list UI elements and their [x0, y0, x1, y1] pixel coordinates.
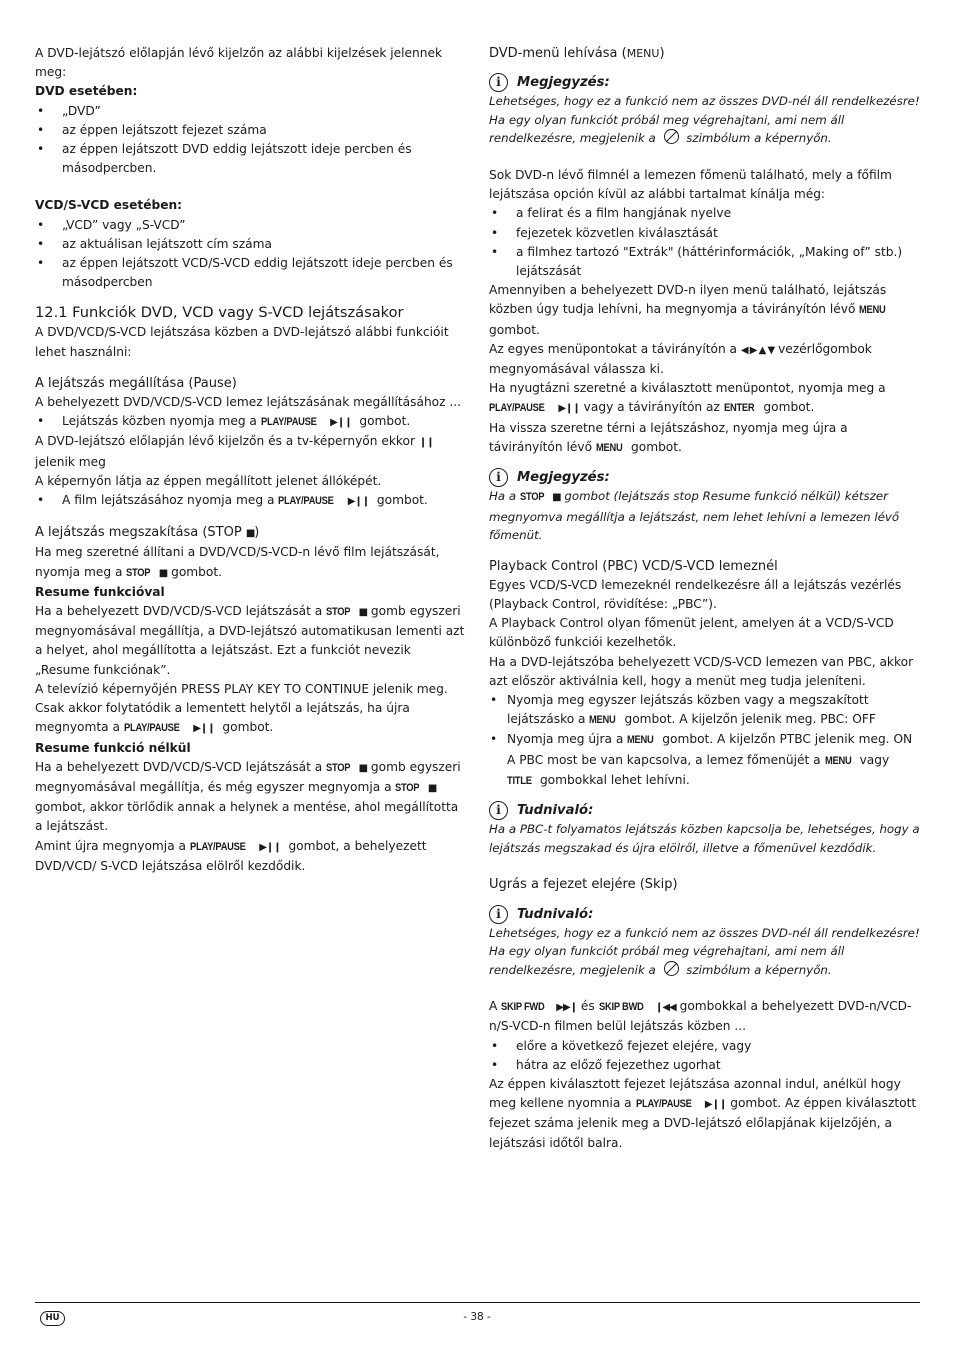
- skip-text-1: [489, 997, 921, 1036]
- pbc-text-1: Egyes VCD/S-VCD lemezeknél rendelkezésre áll a lejátszás vezérlés (Playback Control, rövidítése: „PBC”).: [489, 577, 902, 612]
- text: Nyomja meg egyszer lejátszás közben vagy a megszakított lejátszásko a: [507, 693, 869, 727]
- stop-icon: ■: [358, 607, 368, 619]
- text: PBC: OFF: [820, 712, 876, 727]
- text: Ha meg szeretné állítani a DVD/VCD/S-VCD-n lévő film lejátszását, nyomja meg a: [35, 545, 440, 579]
- pbc-text-2: A Playback Control olyan főmenüt jelent, amelyen át a VCD/S-VCD különböző funkciói kezelhetők.: [489, 616, 894, 650]
- text: Az éppen kiválasztott fejezet lejátszása azonnal indul, anélkül hogy meg kellene nyomnia a: [489, 1077, 901, 1111]
- list-item: • az éppen lejátszott DVD eddig lejátszott ideje percben és másodpercben.: [35, 140, 467, 178]
- skip-bwd-key: SKIP BWD: [598, 1001, 644, 1014]
- skip-back-icon: ❙◀◀: [654, 1002, 676, 1014]
- text: gombot, a behelyezett DVD/VCD/ S-VCD lejátszása elölről kezdődik.: [35, 838, 427, 873]
- stop-icon: ■: [158, 567, 168, 579]
- text: szimbólum a képernyőn.: [686, 962, 832, 977]
- list-item: • a felirat és a film hangjának nyelve: [489, 204, 921, 223]
- text: Nyomja meg újra a: [507, 732, 624, 747]
- stop-key: STOP: [326, 606, 351, 619]
- text: Ha a behelyezett DVD/VCD/S-VCD lejátszását a: [35, 759, 323, 774]
- text: gombot.: [763, 400, 815, 415]
- note-text: Ha a PBC-t folyamatos lejátszás közben kapcsolja be, lehetséges, hogy a lejátszás megszakad és újra elölről, illetve a főmenüvel kezdődik.: [489, 822, 920, 855]
- text: jelenik meg.: [814, 732, 890, 747]
- text: gomb egyszeri megnyomásával megállítja, a DVD-lejátszó automatikusan lementi azt a helyet, ahol megállította a lejátszást. Ezt a funkciót nevezik „Resume funkciónak”.: [35, 604, 465, 677]
- resume-heading: Resume funkcióval: [35, 584, 165, 599]
- play-pause-icon: ▶❙❙: [259, 841, 281, 853]
- text: gombot. A kijelzőn: [662, 732, 776, 747]
- list-item: • az éppen lejátszott VCD/S-VCD eddig lejátszott ideje percben és másodpercben: [35, 254, 467, 292]
- text: gomb egyszeri megnyomásával megállítja, és még egyszer megnyomja a: [35, 759, 461, 794]
- stop-icon: ■: [358, 762, 368, 774]
- text: jelenik meg: [35, 454, 106, 469]
- note-text: [489, 111, 921, 148]
- text: A: [489, 999, 498, 1014]
- text: gombot.: [171, 564, 223, 579]
- text: szimbólum a képernyőn.: [686, 131, 832, 146]
- text: Tudnivaló:: [517, 906, 594, 922]
- text: A DVD-lejátszó előlapján lévő kijelzőn és a tv-képernyőn ekkor: [35, 434, 415, 449]
- text: gombot.: [489, 322, 540, 337]
- note-heading: [489, 468, 921, 487]
- text: gombokkal a behelyezett DVD-n/VCD-n/S-VCD-n filmen belül lejátszás közben ...: [489, 999, 912, 1034]
- text: Ha a behelyezett DVD/VCD/S-VCD lejátszását a: [35, 604, 323, 619]
- language-badge: HU: [40, 1311, 65, 1326]
- text: Tudnivaló:: [517, 803, 594, 819]
- pause-list: [35, 412, 467, 432]
- text: A televízió képernyőjén: [35, 681, 178, 696]
- stop-icon: ■: [552, 492, 561, 504]
- play-pause-key: PLAY/PAUSE: [260, 416, 317, 429]
- menu-key: MENU: [627, 734, 654, 747]
- note-text: Lehetséges, hogy ez a funkció nem az összes DVD-nél áll rendelkezésre!: [489, 925, 920, 940]
- text: MENU: [626, 47, 660, 60]
- text: Megjegyzés:: [517, 469, 610, 485]
- menu-text-1: Sok DVD-n lévő filmnél a lemezen főmenü található, mely a főfilm lejátszása opción kívül az alábbi tartalmat kínálja még:: [489, 167, 892, 202]
- no-entry-icon: [664, 961, 679, 976]
- pause-text-2: A képernyőn látja az éppen megállított jelenet állóképét.: [35, 473, 382, 488]
- intro-text: A DVD-lejátszó előlapján lévő kijelzőn az alábbi kijelzések jelennek meg:: [35, 46, 443, 80]
- text: A film lejátszásához nyomja meg a: [62, 493, 275, 508]
- text: Lejátszás közben nyomja meg a: [62, 414, 257, 429]
- menu-text-5: [489, 419, 921, 458]
- text: ): [659, 46, 665, 61]
- list-item: [489, 691, 921, 730]
- list-item: [35, 491, 467, 511]
- play-pause-key: PLAY/PAUSE: [489, 402, 545, 415]
- text: A PBC most be van kapcsolva, a lemez főmenüjét a: [507, 752, 821, 767]
- pbc-title: Playback Control (PBC) VCD/S-VCD lemeznél: [489, 558, 778, 574]
- enter-key: ENTER: [723, 402, 755, 415]
- menu-key: MENU: [824, 754, 852, 767]
- text: Amennyiben a behelyezett DVD-n ilyen menü található, lejátszás közben úgy tudja lehívni, ha megnyomja a távirányítón lévő: [489, 283, 887, 317]
- text: ON: [893, 732, 913, 747]
- text: PTBC: [779, 732, 811, 747]
- play-pause-icon: ▶❙❙: [330, 417, 352, 429]
- list-item: • előre a következő fejezet elejére, vagy: [489, 1037, 921, 1056]
- text: jelenik meg.: [372, 681, 448, 696]
- text: gombot.: [376, 493, 428, 508]
- text: gombot.: [359, 414, 411, 429]
- pause-icon: ❙❙: [418, 437, 434, 449]
- text: gombot.: [222, 720, 274, 735]
- stop-key: STOP: [326, 761, 351, 774]
- info-icon: i: [489, 801, 508, 820]
- stop-key: STOP: [395, 781, 420, 794]
- text: gombot.: [631, 439, 682, 454]
- text: Ha a: [489, 489, 517, 504]
- text: gombot, akkor törlődik annak a helynek a mentése, ahol megállította a lejátszást.: [35, 800, 459, 834]
- dvd-heading: DVD esetében:: [35, 84, 138, 99]
- pbc-list: [489, 691, 921, 751]
- menu-key: MENU: [859, 304, 886, 317]
- noresume-text-1: [35, 758, 467, 837]
- play-pause-icon: ▶❙❙: [193, 723, 215, 735]
- text: DVD-menü lehívása (: [489, 46, 627, 61]
- text: Megjegyzés:: [517, 75, 610, 91]
- section-title: 12.1 Funkciók DVD, VCD vagy S-VCD lejátszásakor: [35, 304, 404, 322]
- text: Amint újra megnyomja a: [35, 838, 187, 853]
- title-key: TITLE: [507, 774, 532, 787]
- list-item: • „DVD”: [35, 102, 467, 121]
- stop-icon: ■: [245, 528, 255, 540]
- footer-divider: [35, 1302, 920, 1303]
- skip-forward-icon: ▶▶❙: [556, 1002, 578, 1014]
- list-item: • fejezetek közvetlen kiválasztását: [489, 224, 921, 243]
- stop-icon: ■: [427, 782, 437, 794]
- text: Az egyes menüpontokat a távirányítón a: [489, 341, 738, 356]
- section-intro: A DVD/VCD/S-VCD lejátszása közben a DVD-lejátszó alábbi funkcióit lehet használni:: [35, 325, 449, 359]
- page-number: - 38 -: [463, 1311, 491, 1323]
- info-icon: i: [489, 905, 508, 924]
- noresume-heading: Resume funkció nélkül: [35, 740, 191, 755]
- text: A lejátszás megszakítása (STOP: [35, 525, 242, 541]
- no-entry-icon: [664, 129, 679, 144]
- pause-title: A lejátszás megállítása (Pause): [35, 375, 237, 391]
- note-text: [489, 942, 921, 979]
- list-item: • az éppen lejátszott fejezet száma: [35, 121, 467, 140]
- pbc-text-3: Ha a DVD-lejátszóba behelyezett VCD/S-VCD lemezen van PBC, akkor azt először aktiválnia kell, hogy a menüt meg tudja jeleníteni.: [489, 654, 914, 688]
- list-item: • a filmhez tartozó "Extrák" (háttérinformációk, „Making of” stb.) lejátszását: [489, 243, 921, 281]
- menu-text-3: [489, 340, 921, 379]
- text: Ha vissza szeretne térni a lejátszáshoz, nyomja meg újra a távirányítón lévő: [489, 420, 848, 454]
- play-pause-icon: ▶❙❙: [704, 1099, 727, 1111]
- text: vagy: [859, 752, 890, 767]
- info-icon: i: [489, 73, 508, 92]
- list-item: [35, 412, 467, 432]
- text: Ha egy olyan funkciót próbál meg végrehajtani, ami nem áll rendelkezésre, megjelenik a: [489, 112, 845, 146]
- menu-key: MENU: [589, 714, 616, 727]
- menu-title: [489, 44, 921, 63]
- text: Csak akkor folytatódik a lementett helytől a lejátszás, ha újra megnyomta a: [35, 701, 410, 735]
- menu-list: [489, 204, 921, 281]
- list-item: [489, 730, 921, 750]
- text: gombot (lejátszás stop Resume funkció nélkül) kétszer megnyomva megállítja a lejátszást, nem lehet lehívni a lemezen lévő főmenüt.: [489, 489, 900, 543]
- text: vezérlőgombok megnyomásával válassza ki.: [489, 341, 872, 376]
- menu-text-2: [489, 281, 921, 340]
- arrow-keys-icon: ◀ ▶ ▲ ▼: [740, 344, 775, 356]
- text: ): [254, 525, 260, 541]
- text: Ha egy olyan funkciót próbál meg végrehajtani, ami nem áll rendelkezésre, megjelenik a: [489, 944, 845, 977]
- menu-text-4: [489, 379, 921, 418]
- play-pause-icon: ▶❙❙: [558, 403, 580, 415]
- stop-key: STOP: [126, 566, 151, 579]
- right-column: [489, 44, 921, 1153]
- text: gombokkal lehet lehívni.: [539, 772, 690, 787]
- skip-title: Ugrás a fejezet elejére (Skip): [489, 877, 678, 893]
- text: gombot. A kijelzőn jelenik meg.: [624, 712, 817, 727]
- pause-text-1: [35, 432, 467, 471]
- resume-text-2: [35, 680, 467, 699]
- text: gombot. Az éppen kiválasztott fejezet száma jelenik meg a DVD-lejátszó előlapjának kijelzőjén, a lejátszási időtől balra.: [489, 1096, 917, 1150]
- note-text: Lehetséges, hogy ez a funkció nem az összes DVD-nél áll rendelkezésre!: [489, 94, 920, 109]
- pause-intro: A behelyezett DVD/VCD/S-VCD lemez lejátszásának megállításához ...: [35, 395, 462, 410]
- play-pause-icon: ▶❙❙: [347, 496, 370, 508]
- skip-list: [489, 1037, 921, 1075]
- vcd-heading: VCD/S-VCD esetében:: [35, 198, 183, 213]
- vcd-list: [35, 216, 467, 293]
- menu-key: MENU: [595, 441, 623, 454]
- pbc-cont: [489, 751, 921, 791]
- list-item: • hátra az előző fejezethez ugorhat: [489, 1056, 921, 1075]
- play-pause-key: PLAY/PAUSE: [635, 1098, 692, 1111]
- info-icon: i: [489, 468, 508, 487]
- stop-key: STOP: [519, 491, 545, 504]
- skip-text-2: [489, 1075, 921, 1153]
- stop-text: [35, 543, 467, 582]
- skip-fwd-key: SKIP FWD: [501, 1001, 545, 1014]
- text: vagy a távirányítón az: [583, 400, 720, 415]
- dvd-list: [35, 102, 467, 179]
- list-item: • „VCD” vagy „S-VCD”: [35, 216, 467, 235]
- note-heading: [489, 73, 921, 92]
- list-item: • az aktuálisan lejátszott cím száma: [35, 235, 467, 254]
- stop-title: [35, 523, 467, 543]
- text: és: [580, 999, 595, 1014]
- note-heading: [489, 905, 921, 924]
- note-heading: [489, 801, 921, 820]
- note-text: [489, 487, 921, 545]
- noresume-text-2: [35, 837, 467, 876]
- play-pause-key: PLAY/PAUSE: [123, 722, 180, 735]
- resume-text-3: [35, 699, 467, 738]
- play-pause-key: PLAY/PAUSE: [189, 840, 246, 853]
- resume-text-1: [35, 602, 467, 680]
- text: PRESS PLAY KEY TO CONTINUE: [181, 681, 370, 696]
- pause-list-2: [35, 491, 467, 511]
- text: Ha nyugtázni szeretné a kiválasztott menüpontot, nyomja meg a: [489, 381, 886, 396]
- play-pause-key: PLAY/PAUSE: [278, 495, 334, 508]
- left-column: [35, 44, 467, 876]
